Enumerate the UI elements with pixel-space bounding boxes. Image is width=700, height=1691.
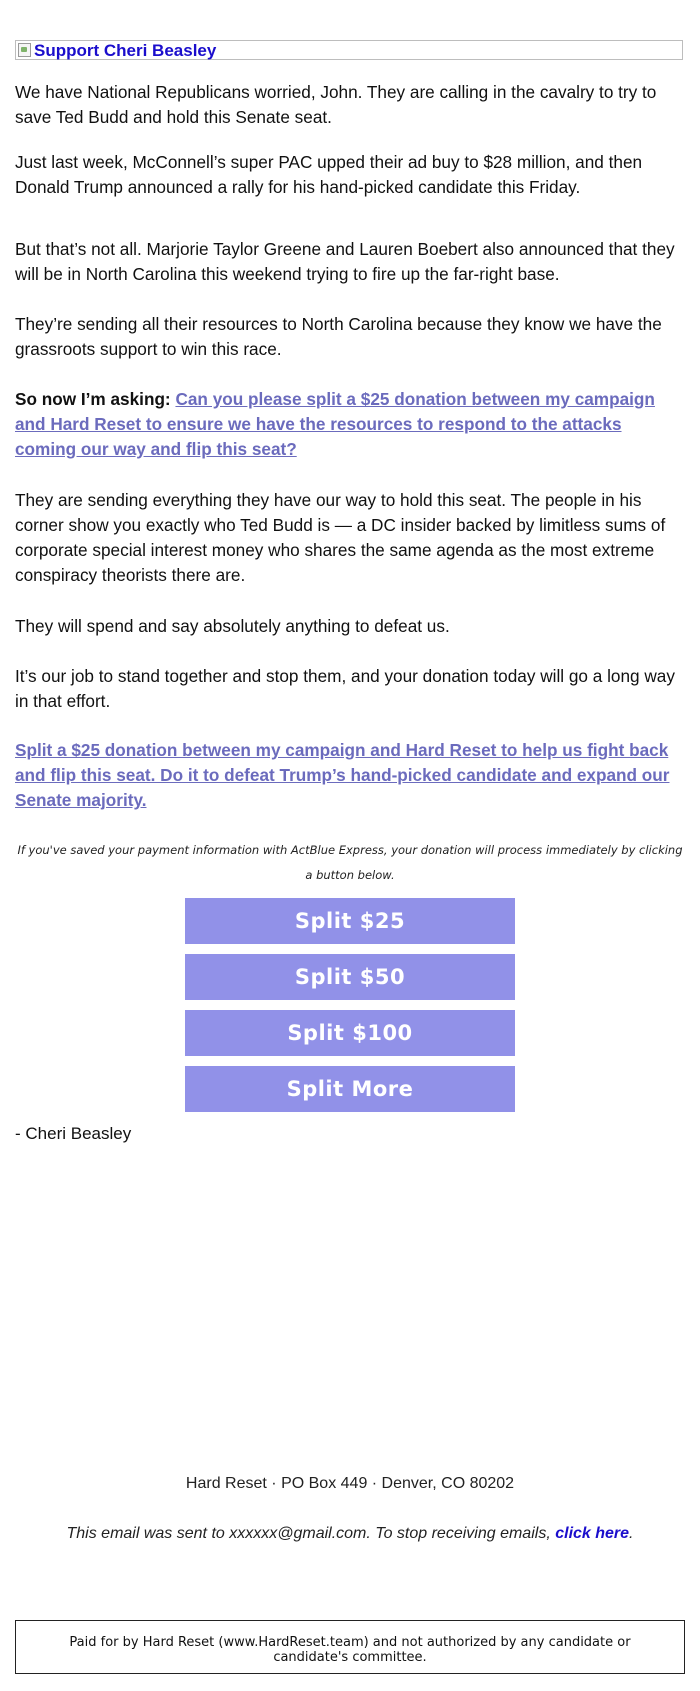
paragraph-1: We have National Republicans worried, John. They are calling in the cavalry to try to save Ted Budd and hold this Senate seat. [15, 82, 657, 127]
paragraph-6: They will spend and say absolutely anything to defeat us. [15, 616, 450, 636]
unsubscribe-line [0, 1523, 700, 1545]
actblue-express-note: If you've saved your payment information with ActBlue Express, your donation will process immediately by clicking a button below. [17, 843, 683, 882]
donate-ask-link[interactable]: Can you please split a $25 donation between my campaign and Hard Reset to ensure we have the resources to respond to the attacks coming our way and flip this seat? [15, 389, 655, 459]
paid-for-disclaimer: Paid for by Hard Reset (www.HardReset.team) and not authorized by any candidate or candidate's committee. [15, 1620, 685, 1674]
donate-cta-link[interactable]: Split a $25 donation between my campaign and Hard Reset to help us fight back and flip this seat. Do it to defeat Trump’s hand-picked candidate and expand our Senate majority. [15, 740, 670, 810]
footer-address: Hard Reset · PO Box 449 · Denver, CO 80202 [185, 1475, 515, 1492]
split-50-button[interactable]: Split $50 [185, 954, 515, 1000]
ask-lead: So now I’m asking: [15, 389, 171, 409]
header-image-box[interactable] [15, 40, 683, 60]
header-image-alt: Support Cheri Beasley [34, 41, 217, 60]
paragraph-4: They’re sending all their resources to North Carolina because they know we have the grassroots support to win this race. [15, 314, 662, 359]
paragraph-5: They are sending everything they have our way to hold this seat. The people in his corner show you exactly who Ted Budd is — a DC insider backed by limitless sums of corporate special interest money who shares the same agenda as the most extreme conspiracy theorists there are. [15, 490, 666, 585]
ask-paragraph [15, 387, 685, 462]
header-image-link[interactable] [17, 41, 216, 61]
split-100-button[interactable]: Split $100 [185, 1010, 515, 1056]
unsubscribe-link[interactable]: click here [555, 1525, 630, 1542]
paragraph-2: Just last week, McConnell’s super PAC upped their ad buy to $28 million, and then Donald Trump announced a rally for his hand-picked candidate this Friday. [15, 152, 643, 197]
cta-paragraph [15, 738, 685, 813]
split-more-button[interactable]: Split More [185, 1066, 515, 1112]
signature: - Cheri Beasley [15, 1124, 132, 1143]
split-25-button[interactable]: Split $25 [185, 898, 515, 944]
broken-image-icon [17, 42, 33, 58]
unsubscribe-period: . [629, 1525, 634, 1542]
paragraph-7: It’s our job to stand together and stop them, and your donation today will go a long way in that effort. [15, 666, 675, 711]
paragraph-3: But that’s not all. Marjorie Taylor Greene and Lauren Boebert also announced that they will be in North Carolina this weekend trying to fire up the far-right base. [15, 239, 675, 284]
unsubscribe-text: This email was sent to xxxxxx@gmail.com. To stop receiving emails, [66, 1525, 551, 1542]
